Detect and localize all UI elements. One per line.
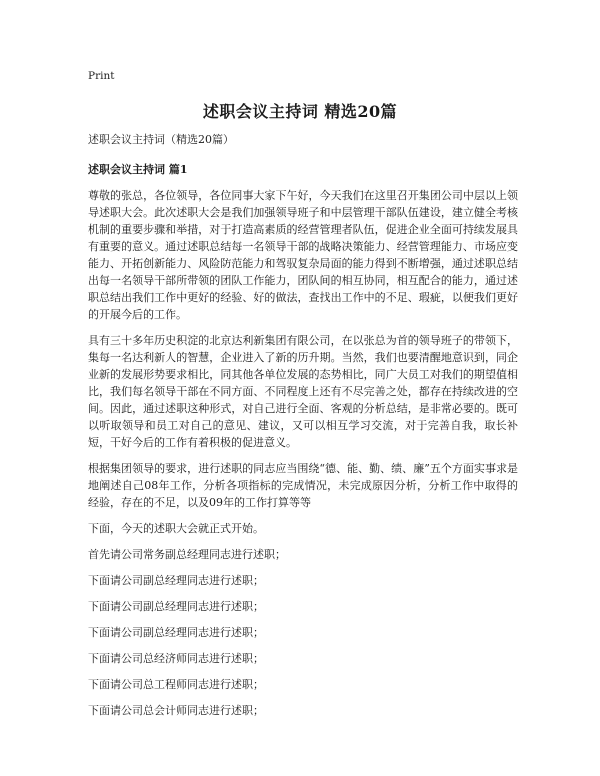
paragraph-opening: 尊敬的张总，各位领导，各位同事大家下午好，今天我们在这里召开集团公司中层以上领导述职大会。此次述职大会是我们加强领导班子和中层管理干部队伍建设，建立健全考核机制的重要步骤和举措，对于打造高素质的经营管理者队伍，促进企业全面可持续发展具有重要的意义。通过述职总结每一名领导干部的战略决策能力、经营管理能力、市场应变能力、开拓创新能力、风险防范能力和驾驭复杂局面的能力得到不断增强，通过述职总结出每一名领导干部所带领的团队工作能力，团队间的相互协同，相互配合的能力，通过述职总结出我们工作中更好的经验、好的做法，查找出工作中的不足、瑕疵，以便我们更好的开展今后的工作。 (88, 189, 518, 321)
speaker-line: 下面请公司总工程师同志进行述职； (88, 678, 264, 691)
speaker-line: 下面请公司副总经理同志进行述职； (88, 600, 264, 613)
paragraph-first-speaker: 首先请公司常务副总经理同志进行述职； (88, 548, 286, 561)
paragraph-start: 下面，今天的述职大会就正式开始。 (88, 522, 264, 535)
speaker-line: 下面请公司总经济师同志进行述职； (88, 652, 264, 665)
document-body (88, 131, 518, 728)
document-title: 述职会议主持词 精选20篇 (202, 102, 398, 121)
speaker-line: 下面请公司副总经理同志进行述职； (88, 574, 264, 587)
speaker-line: 下面请公司总会计师同志进行述职； (88, 704, 264, 717)
print-label[interactable]: Print (88, 70, 115, 82)
speaker-line: 下面请公司副总经理同志进行述职； (88, 626, 264, 639)
document-subtitle: 述职会议主持词（精选20篇） (88, 133, 234, 146)
paragraph-requirements: 根据集团领导的要求，进行述职的同志应当围绕“德、能、勤、绩、廉”五个方面实事求是地阐述自己08年工作，分析各项指标的完成情况，未完成原因分析，分析工作中取得的经验，存在的不足，以及09年的工作打算等等 (88, 462, 518, 509)
section-heading: 述职会议主持词 篇1 (88, 163, 188, 176)
paragraph-company-history: 具有三十多年历史积淀的北京达利新集团有限公司，在以张总为首的领导班子的带领下，集每一名达利新人的智慧，企业进入了新的历升期。当然，我们也要清醒地意识到，同企业新的发展形势要求相比，同其他各单位发展的态势相比，同广大员工对我们的期望值相比，我们每名领导干部在不同方面、不同程度上还有不尽完善之处，都存在持续改进的空间。因此，通过述职这种形式，对自己进行全面、客观的分析总结，是非常必要的。既可以听取领导和员工对自己的意见、建议，又可以相互学习交流，对于完善自我，取长补短，干好今后的工作有着积极的促进意义。 (88, 334, 518, 449)
